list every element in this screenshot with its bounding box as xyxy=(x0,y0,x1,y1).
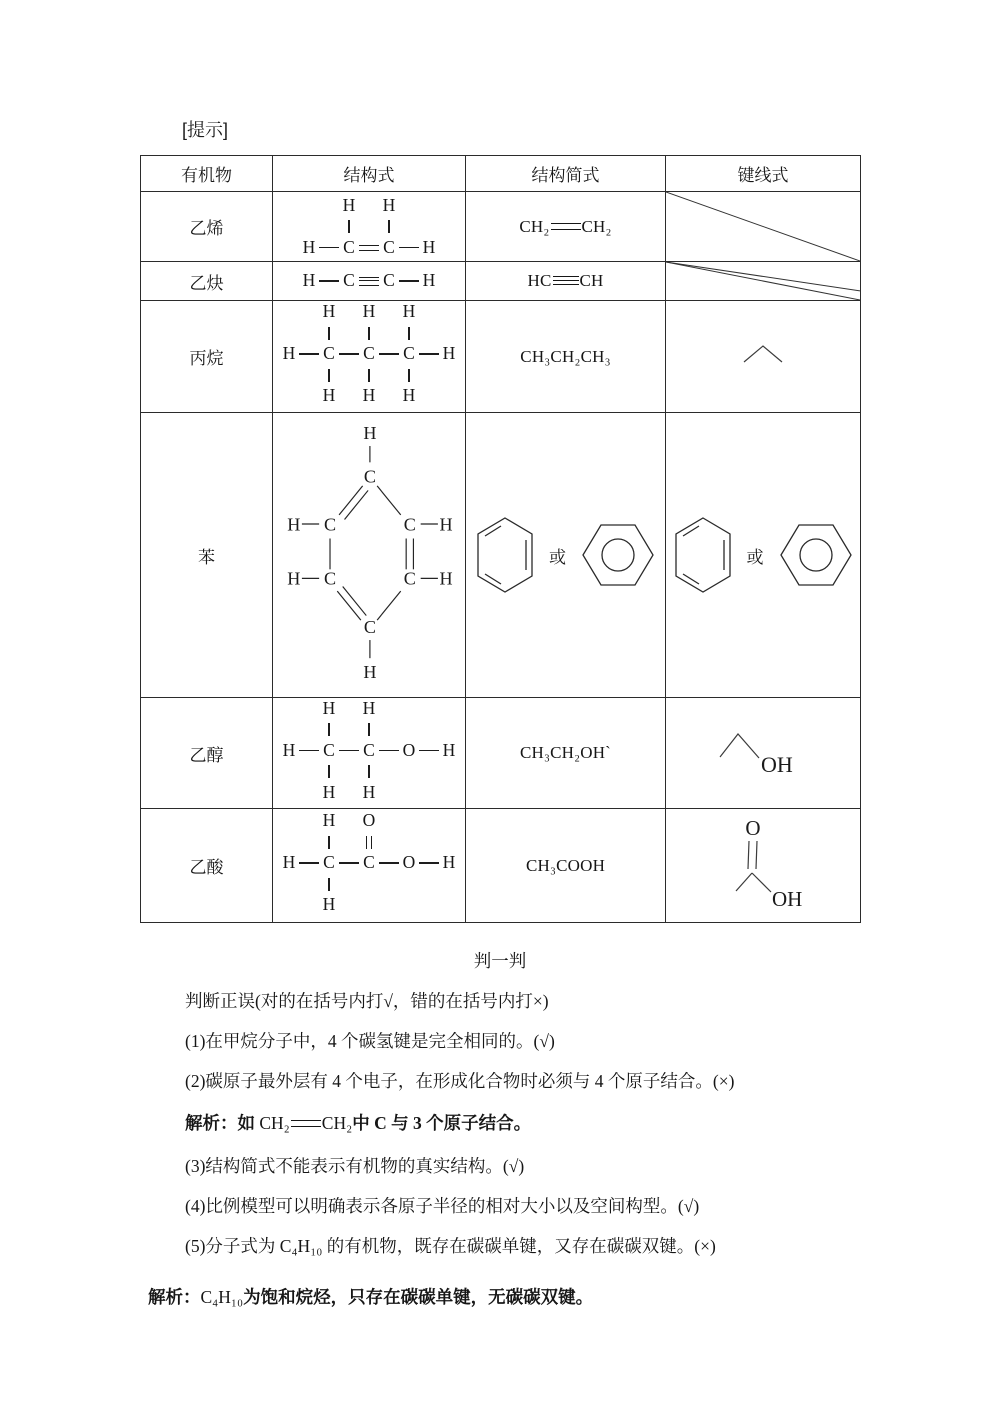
compound-name-ethanol: 乙醇 xyxy=(141,698,273,809)
double-bond-icon xyxy=(551,223,581,230)
svg-text:H: H xyxy=(287,513,301,534)
triple-bond-icon xyxy=(553,276,579,285)
quiz-analysis-2 xyxy=(148,1284,1000,1309)
benzene-kekule-ring-icon xyxy=(672,515,734,595)
col-header-compound: 有机物 xyxy=(141,156,273,192)
row-acetylene xyxy=(141,262,861,301)
acetylene-condensed-formula xyxy=(466,262,666,301)
row-ethanol xyxy=(141,698,861,809)
svg-text:C: C xyxy=(363,465,376,486)
acetylene-structural-formula xyxy=(273,262,466,301)
quiz-title: 判一判 xyxy=(473,951,527,971)
col-header-skeletal: 键线式 xyxy=(666,156,861,192)
row-benzene xyxy=(141,413,861,698)
quiz-item-1: (1)在甲烷分子中，4 个碳氢键是完全相同的。(√) xyxy=(185,1031,555,1051)
benzene-circle-ring-icon xyxy=(777,521,855,589)
svg-text:H: H xyxy=(363,422,377,443)
benzene-circle-ring-icon xyxy=(579,521,657,589)
svg-text:H: H xyxy=(439,568,453,589)
analysis-text: 如 xyxy=(237,1113,260,1133)
compound-name-benzene: 苯 xyxy=(141,413,273,698)
analysis-label: 解析： xyxy=(185,1113,238,1133)
quiz-item-4: (4)比例模型可以明确表示各原子半径的相对大小以及空间构型。(√) xyxy=(185,1196,700,1216)
crossout-diagonal-icon xyxy=(666,192,860,261)
svg-text:H: H xyxy=(363,661,377,682)
quiz-intro: 判断正误(对的在括号内打√，错的在括号内打×) xyxy=(185,991,549,1011)
molecule-grid: H H H C C H xyxy=(302,194,436,257)
formula-text: CH₂ xyxy=(259,1113,290,1133)
molecule-grid: H H H C C O H H H xyxy=(282,697,456,802)
row-acetic-acid xyxy=(141,809,861,923)
acetic-acid-structural-formula xyxy=(273,809,466,923)
svg-text:OH: OH xyxy=(761,751,793,777)
ethanol-condensed-formula: CH₃CH₂OH` xyxy=(466,698,666,809)
ethanol-skeletal-drawing xyxy=(713,724,813,778)
quiz-analysis-1 xyxy=(185,1110,1000,1135)
formula-text: CH xyxy=(579,271,604,290)
compound-name-ethylene: 乙烯 xyxy=(141,192,273,262)
quiz-item-5: (5)分子式为 C₄H₁₀ 的有机物，既存在碳碳单键，又存在碳碳双键。(×) xyxy=(185,1236,716,1256)
ethanol-skeletal-formula xyxy=(666,698,861,809)
propane-structural-formula xyxy=(273,301,466,413)
analysis-label: 解析： xyxy=(148,1287,201,1307)
molecule-grid: H H H H C C C H H H H xyxy=(282,301,456,406)
ethanol-structural-formula xyxy=(273,698,466,809)
benzene-condensed-formula xyxy=(466,413,666,698)
propane-condensed-formula: CH₃CH₂CH₃ xyxy=(466,301,666,413)
molecule-grid: H C C H xyxy=(302,270,436,291)
analysis-text: 中 C 与 3 个原子结合。 xyxy=(352,1113,532,1133)
svg-text:C: C xyxy=(323,568,337,589)
benzene-kekule-ring-icon xyxy=(474,515,536,595)
hint-label: [提示] xyxy=(182,120,229,140)
molecule-grid: H O H C C O H H xyxy=(282,810,456,915)
svg-text:H: H xyxy=(287,568,301,589)
compound-table xyxy=(140,155,861,923)
ethylene-condensed-formula xyxy=(466,192,666,262)
compound-name-acetic-acid: 乙酸 xyxy=(141,809,273,923)
double-bond-icon xyxy=(291,1120,321,1127)
svg-text:C: C xyxy=(363,616,376,637)
svg-text:C: C xyxy=(403,568,416,589)
svg-text:OH: OH xyxy=(772,887,803,911)
formula-text: CH₂ xyxy=(519,216,550,236)
col-header-structural: 结构式 xyxy=(273,156,466,192)
propane-skeletal-formula xyxy=(666,301,861,413)
row-propane xyxy=(141,301,861,413)
formula-text: CH₂ xyxy=(321,1113,353,1133)
acetic-acid-skeletal-drawing xyxy=(713,813,813,913)
svg-text:O: O xyxy=(745,816,761,840)
acetylene-skeletal-na xyxy=(666,262,861,301)
acetic-acid-condensed-formula: CH₃COOH xyxy=(466,809,666,923)
formula-text: HC xyxy=(527,271,552,290)
acetic-acid-skeletal-formula xyxy=(666,809,861,923)
quiz-item-3: (3)结构简式不能表示有机物的真实结构。(√) xyxy=(185,1156,525,1176)
col-header-condensed: 结构简式 xyxy=(466,156,666,192)
row-ethylene xyxy=(141,192,861,262)
svg-text:C: C xyxy=(403,513,416,534)
ethylene-structural-formula xyxy=(273,192,466,262)
benzene-skeletal-formula xyxy=(666,413,861,698)
or-label: 或 xyxy=(746,547,764,567)
compound-name-acetylene: 乙炔 xyxy=(141,262,273,301)
formula-text: CH₂ xyxy=(581,216,612,236)
propane-caret-icon xyxy=(738,342,788,366)
or-label: 或 xyxy=(549,547,566,567)
quiz-item-2: (2)碳原子最外层有 4 个电子，在形成化合物时必须与 4 个原子结合。(×) xyxy=(185,1071,735,1091)
compound-name-propane: 丙烷 xyxy=(141,301,273,413)
analysis-text: 为饱和烷烃，只存在碳碳单键，无碳碳双键。 xyxy=(243,1287,594,1307)
formula-text: C₄H₁₀ xyxy=(200,1287,244,1307)
quiz-section xyxy=(0,948,1000,1309)
benzene-structure-drawing xyxy=(274,417,464,689)
benzene-structural-formula xyxy=(273,413,466,698)
svg-text:C: C xyxy=(323,513,337,534)
ethylene-skeletal-na xyxy=(666,192,861,262)
crossout-diagonal-icon xyxy=(666,262,860,300)
table-header-row xyxy=(141,156,861,192)
svg-text:H: H xyxy=(439,513,453,534)
